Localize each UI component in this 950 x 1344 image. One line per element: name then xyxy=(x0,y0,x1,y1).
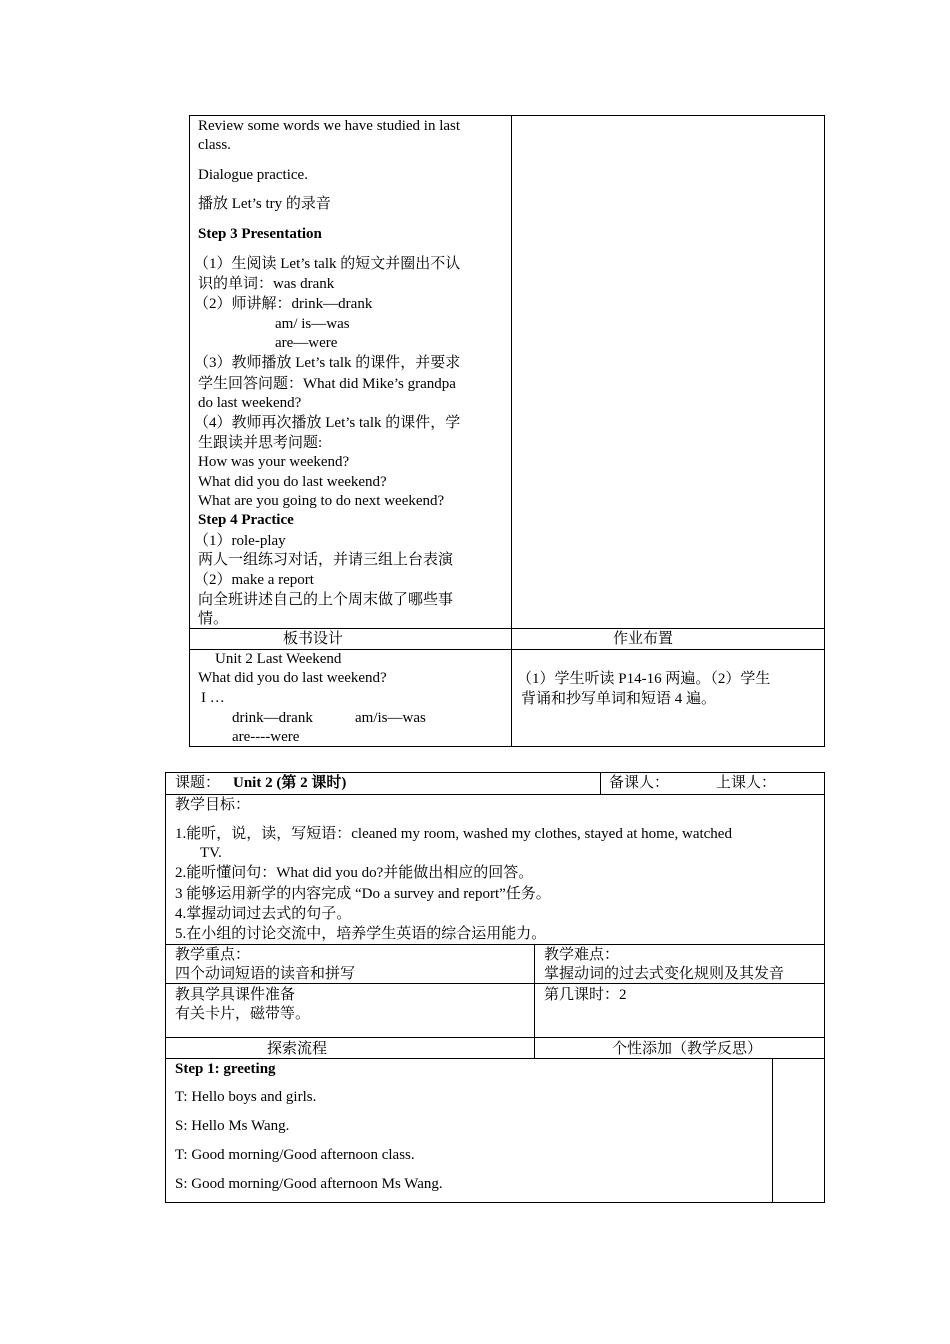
dialogue-line: T: Hello boys and girls. xyxy=(175,1089,317,1105)
text-line: are—were xyxy=(275,335,338,351)
dialogue-line: S: Good morning/Good afternoon Ms Wang. xyxy=(175,1176,443,1192)
table2-row-divider xyxy=(165,1037,825,1038)
board-design-header: 板书设计 xyxy=(283,631,344,647)
text-line: （1）role-play xyxy=(194,533,286,549)
lesson-number: 第几课时：2 xyxy=(544,987,627,1003)
step-heading: Step 4 Practice xyxy=(198,512,294,528)
text-line: （1）学生听读 P14-16 两遍。（2）学生 xyxy=(517,671,771,687)
text-line: （1）生阅读 Let’s talk 的短文并圈出不认 xyxy=(194,256,461,272)
table2-column-divider xyxy=(600,772,601,794)
table1-row-divider xyxy=(189,628,825,629)
text-line: Unit 2 Last Weekend xyxy=(215,651,342,667)
text-line: 向全班讲述自己的上个周末做了哪些事 xyxy=(198,592,454,608)
table2-row-divider xyxy=(165,944,825,945)
text-line: I … xyxy=(201,690,225,706)
topic-value: Unit 2 (第 2 课时) xyxy=(233,775,347,791)
goal-item: 4.掌握动词过去式的句子。 xyxy=(175,906,352,922)
text-line: What did you do last weekend? xyxy=(198,474,387,490)
materials-value: 有关卡片，磁带等。 xyxy=(175,1006,311,1022)
goals-title: 教学目标： xyxy=(175,797,251,813)
step1-heading: Step 1: greeting xyxy=(175,1061,276,1077)
dialogue-line: T: Good morning/Good afternoon class. xyxy=(175,1147,415,1163)
preparer-label: 备课人： xyxy=(609,775,670,791)
table2-column-divider xyxy=(534,944,535,1058)
dialogue-line: S: Hello Ms Wang. xyxy=(175,1118,290,1134)
goal-item: 2.能听懂问句：What did you do?并能做出相应的回答。 xyxy=(175,865,534,881)
text-line: 识的单词：was drank xyxy=(198,276,335,292)
text-line: （4）教师再次播放 Let’s talk 的课件，学 xyxy=(194,415,461,431)
text-line: am/ is—was xyxy=(275,316,350,332)
text-line: 背诵和抄写单词和短语 4 遍。 xyxy=(521,691,717,707)
homework-header: 作业布置 xyxy=(613,631,674,647)
materials-label: 教具学具课件准备 xyxy=(175,987,296,1003)
topic-label: 课题： xyxy=(175,775,221,791)
goal-item: TV. xyxy=(200,845,222,861)
text-line: （3）教师播放 Let’s talk 的课件，并要求 xyxy=(194,355,461,371)
step-heading: Step 3 Presentation xyxy=(198,226,322,242)
goal-item: 1.能听，说，读，写短语：cleaned my room, washed my clothes, stayed at home, watched xyxy=(175,826,732,842)
text-line: are----were xyxy=(232,729,300,745)
table2-column-divider xyxy=(772,1058,773,1203)
text-line: am/is—was xyxy=(355,710,426,726)
text-line: drink—drank xyxy=(232,710,313,726)
goal-item: 3 能够运用新学的内容完成 “Do a survey and report”任务。 xyxy=(175,886,551,902)
text-line: （2）make a report xyxy=(194,572,314,588)
text-line: 情。 xyxy=(198,611,229,627)
text-line: 播放 Let’s try 的录音 xyxy=(198,196,331,212)
key-points-label: 教学重点： xyxy=(175,947,251,963)
text-line: What did you do last weekend? xyxy=(198,670,387,686)
goal-item: 5.在小组的讨论交流中，培养学生英语的综合运用能力。 xyxy=(175,926,547,942)
text-line: Dialogue practice. xyxy=(198,167,308,183)
text-line: 生跟读并思考问题: xyxy=(198,435,323,451)
key-points-value: 四个动词短语的读音和拼写 xyxy=(175,966,356,982)
text-line: Review some words we have studied in last xyxy=(198,118,461,134)
text-line: 两人一组练习对话，并请三组上台表演 xyxy=(198,552,454,568)
text-line: How was your weekend? xyxy=(198,454,350,470)
text-line: （2）师讲解：drink—drank xyxy=(194,296,373,312)
teacher-label: 上课人： xyxy=(716,775,777,791)
difficulty-value: 掌握动词的过去式变化规则及其发音 xyxy=(544,966,785,982)
table2-row-divider xyxy=(165,794,825,795)
process-header: 探索流程 xyxy=(267,1041,328,1057)
text-line: do last weekend? xyxy=(198,395,302,411)
difficulty-label: 教学难点： xyxy=(544,947,620,963)
reflection-header: 个性添加（教学反思） xyxy=(612,1041,763,1057)
text-line: What are you going to do next weekend? xyxy=(198,493,445,509)
table1-column-divider xyxy=(511,115,512,747)
text-line: class. xyxy=(198,137,231,153)
text-line: 学生回答问题：What did Mike’s grandpa xyxy=(198,376,456,392)
